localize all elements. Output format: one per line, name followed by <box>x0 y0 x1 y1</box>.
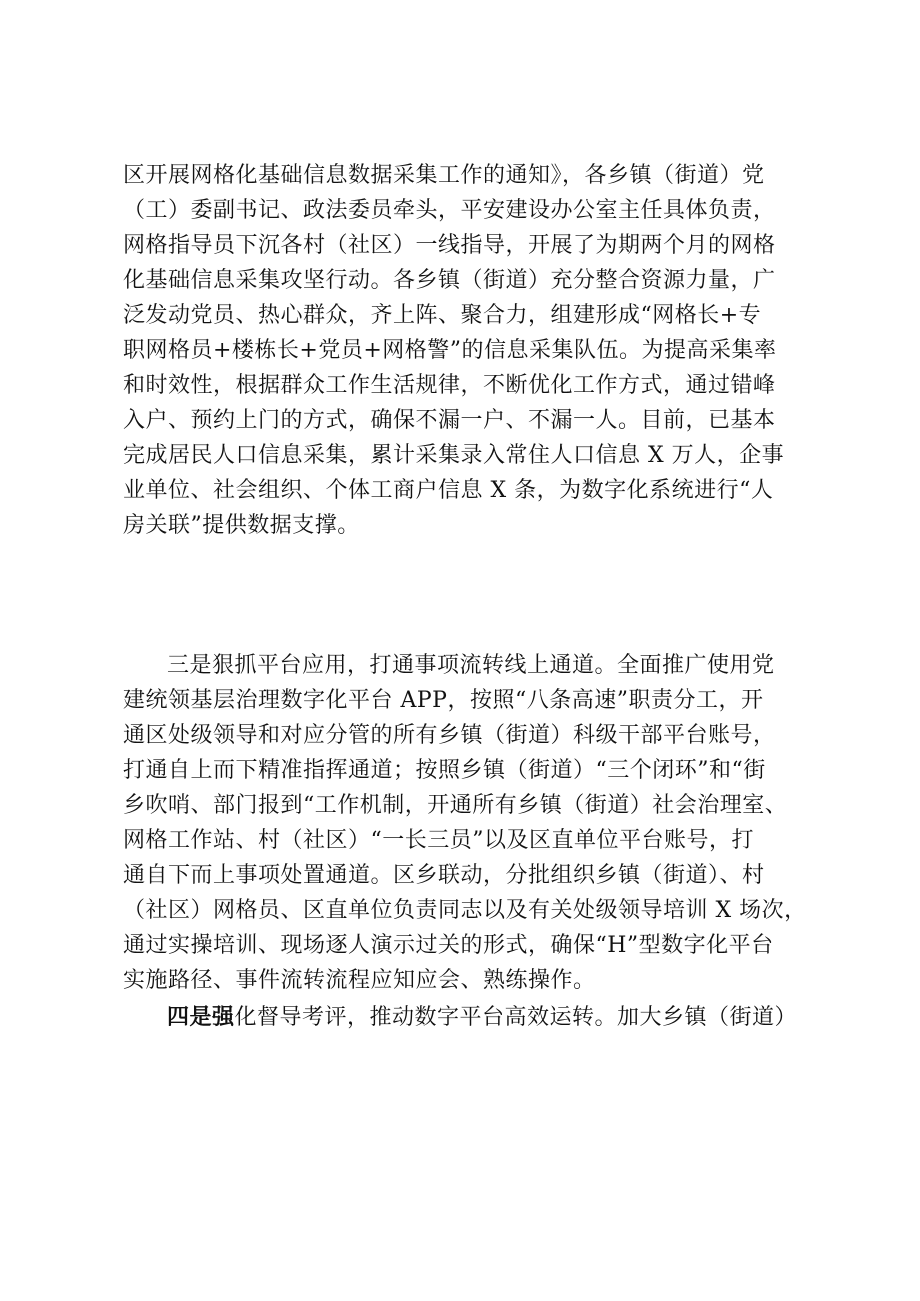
paragraph-line: 网格指导员下沉各村（社区）一线指导，开展了为期两个月的网格 <box>123 233 776 258</box>
paragraph-line: 房关联”提供数据支撑。 <box>123 513 360 538</box>
paragraph-line: 区开展网格化基础信息数据采集工作的通知》，各乡镇（街道）党 <box>123 163 765 188</box>
paragraph-line: （社区）网格员、区直单位负责同志以及有关处级领导培训 X 场次， <box>123 898 807 923</box>
paragraph-line: 三是狠抓平台应用，打通事项流转线上通道。全面推广使用党 <box>167 653 775 678</box>
paragraph-line: 通自下而上事项处置通道。区乡联动，分批组织乡镇（街道）、村 <box>123 863 765 888</box>
paragraph-line: 化基础信息采集攻坚行动。各乡镇（街道）充分整合资源力量，广 <box>123 268 776 293</box>
paragraph-line: 泛发动党员、热心群众，齐上阵、聚合力，组建形成“网格长+专 <box>123 303 762 328</box>
paragraph-line: 职网格员+楼栋长+党员+网格警”的信息采集队伍。为提高采集率 <box>123 338 777 363</box>
paragraph-line: 业单位、社会组织、个体工商户信息 X 条，为数字化系统进行“人 <box>123 478 774 503</box>
paragraph-line: 打通自上而下精准指挥通道；按照乡镇（街道）“三个闭环”和“街 <box>123 758 766 783</box>
paragraph-line: 完成居民人口信息采集，累计采集录入常住人口信息 X 万人，企事 <box>123 443 785 468</box>
paragraph-line: 建统领基层治理数字化平台 APP，按照“八条高速”职责分工，开 <box>123 688 764 713</box>
paragraph-line <box>123 1000 813 1035</box>
paragraph-line: 入户、预约上门的方式，确保不漏一户、不漏一人。目前，已基本 <box>123 408 776 433</box>
paragraph-line: 实施路径、事件流转流程应知应会、熟练操作。 <box>123 968 596 993</box>
paragraph-3 <box>123 1000 813 1035</box>
paragraph-2 <box>123 648 813 998</box>
paragraph-line: （工）委副书记、政法委员牵头，平安建设办公室主任具体负责， <box>123 198 776 223</box>
paragraph-line: 和时效性，根据群众工作生活规律，不断优化工作方式，通过错峰 <box>123 373 776 398</box>
paragraph-line: 网格工作站、村（社区）“一长三员”以及区直单位平台账号，打 <box>123 828 754 853</box>
paragraph-line: 通区处级领导和对应分管的所有乡镇（街道）科级干部平台账号， <box>123 723 776 748</box>
paragraph-rest-text: 化督导考评，推动数字平台高效运转。加大乡镇（街道） <box>234 1005 798 1030</box>
paragraph-1 <box>123 158 813 543</box>
paragraph-line: 通过实操培训、现场逐人演示过关的形式，确保“H”型数字化平台 <box>123 933 774 958</box>
paragraph-line: 乡吹哨、部门报到“工作机制，开通所有乡镇（街道）社会治理室、 <box>123 793 788 818</box>
paragraph-lead-text: 四是强 <box>167 1005 235 1030</box>
